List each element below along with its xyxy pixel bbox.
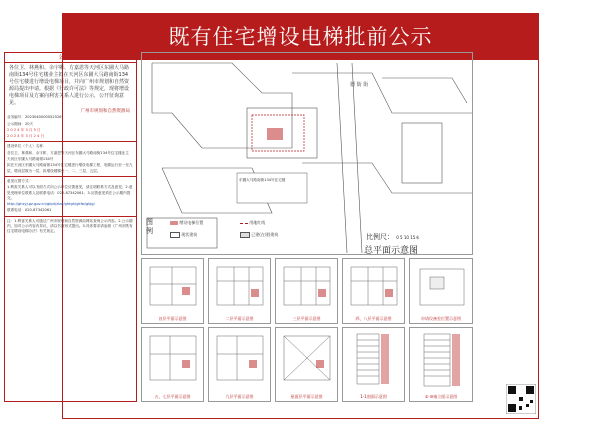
feedback-title: 意见反馈方式： — [7, 178, 33, 183]
divider — [5, 176, 136, 177]
drawing-cell — [409, 327, 473, 402]
feedback-url[interactable]: http://ghzyj.gz.gov.cn/gkpt/zlzq/ghtgh/gkfw/gkjg/ — [7, 202, 95, 207]
legend-item — [240, 220, 265, 226]
roof-plan-drawing — [276, 328, 338, 394]
legend-swatch — [170, 221, 178, 225]
drawing-cell — [141, 327, 204, 402]
drawing-caption: 申请设备室位置示意图 — [421, 316, 461, 321]
floor-plan-drawing — [343, 259, 405, 317]
scale-ticks: 0 5 10 15米 — [396, 235, 420, 240]
drawing-cell — [409, 258, 473, 324]
drawing-caption: 1-1剖面示意图 — [360, 394, 387, 399]
scale-label — [366, 232, 419, 242]
project-content: 拟在天河区东圃大马路南街134号住宅楼进行增设电梯工程，电梯运行至一至九层，增设层数为一层，拟增设楼梯至一、二、三层，五层。 — [7, 163, 133, 173]
drawing-caption: 四、八层平面示意图 — [355, 316, 392, 321]
legend-swatch — [240, 232, 250, 238]
legend-item — [170, 220, 203, 226]
date-start: 2 0 2 4 年 3 月 5 日 — [7, 127, 41, 132]
drawing-cell — [342, 258, 405, 324]
drawing-caption: 五、七层平面示意图 — [154, 394, 191, 399]
applicant-label: 建设单位（个人）名称： — [7, 144, 47, 149]
drawing-cell — [208, 327, 271, 402]
contact-phone: 联系电话：020-87342061 — [7, 208, 52, 213]
elevation-drawing — [410, 328, 473, 394]
legend-item — [240, 232, 278, 238]
floor-plan-drawing — [142, 259, 204, 317]
drawing-cell — [208, 258, 271, 324]
qr-code — [506, 384, 536, 414]
notice-intro: 各位卫、林燕和、余宇彬、方嘉恩等天河区东圃大马路南街134号住宅楼业主拟在天河区东圃大马路南街134号住宅楼进行增设电梯项目，并向广州市规划和自然资源局提出申请。根据《行政许可法》等规定，现将增设电梯项目及方案向利害关系人进行公示，公开征询意见。 — [9, 65, 130, 106]
doc-number: 业务编号：2023040000052526 — [7, 115, 62, 120]
date-end: 2 0 2 4 年 3 月 2 4 日 — [7, 134, 45, 139]
drawing-caption: 二层平面示意图 — [225, 316, 254, 321]
project-location: 天河区东圃大马路南街134号 — [7, 157, 54, 162]
drawing-caption: 首层平面示意图 — [158, 316, 187, 321]
legend-label: 现状建筑 — [181, 232, 198, 237]
site-plan-title: 总平面示意图 — [364, 246, 419, 256]
divider — [5, 141, 136, 142]
section-drawing — [343, 328, 405, 394]
legend-title: 图例 — [146, 218, 153, 235]
drawing-cell — [275, 327, 338, 402]
notice-header: 公示说明 — [5, 53, 136, 63]
equipment-drawing — [410, 259, 473, 317]
feedback-text: 1.利害关系人可以书面方式向公示单位反馈意见，请注明联系方式及意见；2.意见受理单位联系人及联系电话：020-87342061；3.反馈意见须在公示期内提交。 — [7, 185, 133, 200]
notice-panel — [4, 52, 137, 402]
notice-tips: 注：1.利害关系人可通过广州市规划和自然资源局网站查询公示内容。2.公示期内，如对公示内容有异议，请以书面形式提出。3.具体要求请参照《广州市既有住宅增设电梯办法》有关规定。 — [7, 218, 133, 234]
applicant-names: 各位卫、林燕和、余宇彬、方嘉恩等天河区东圃大马路南街134号住宅楼业主 — [7, 150, 129, 155]
drawing-caption: 三层平面示意图 — [292, 316, 321, 321]
legend-swatch — [240, 223, 248, 224]
drawing-cell — [141, 258, 204, 324]
qr-code-graphic — [506, 384, 536, 414]
divider — [5, 216, 136, 217]
drawing-cell — [342, 327, 405, 402]
legend-label: 用地红线 — [249, 220, 266, 225]
floor-plan-drawing — [142, 328, 204, 394]
drawing-caption: ①-⑩轴立面示意图 — [424, 394, 458, 399]
plan-note: 东圃大马路南街134号住宅楼 — [239, 178, 286, 182]
floor-plan-drawing — [209, 259, 271, 317]
floor-plan-drawing — [276, 259, 338, 317]
legend-label: 增设电梯位置 — [179, 220, 204, 225]
legend-item — [170, 232, 197, 238]
legend-swatch — [170, 232, 180, 238]
notice-period: 公示期间：20天 — [7, 121, 34, 126]
legend-label: 已建(在建)建筑 — [251, 232, 279, 237]
scale-caption: 比例尺： — [366, 233, 394, 241]
notice-signature: 广州市规划和自然资源局 — [80, 109, 130, 114]
elevator-site-marker — [267, 128, 283, 140]
drawing-cell — [275, 258, 338, 324]
street-label: 德 街 街 — [350, 82, 369, 88]
floor-plan-drawing — [209, 328, 271, 394]
page-title: 既有住宅增设电梯批前公示 — [168, 25, 433, 49]
drawing-caption: 九层平面示意图 — [225, 394, 254, 399]
drawing-caption: 屋面层平面示意图 — [290, 394, 323, 399]
